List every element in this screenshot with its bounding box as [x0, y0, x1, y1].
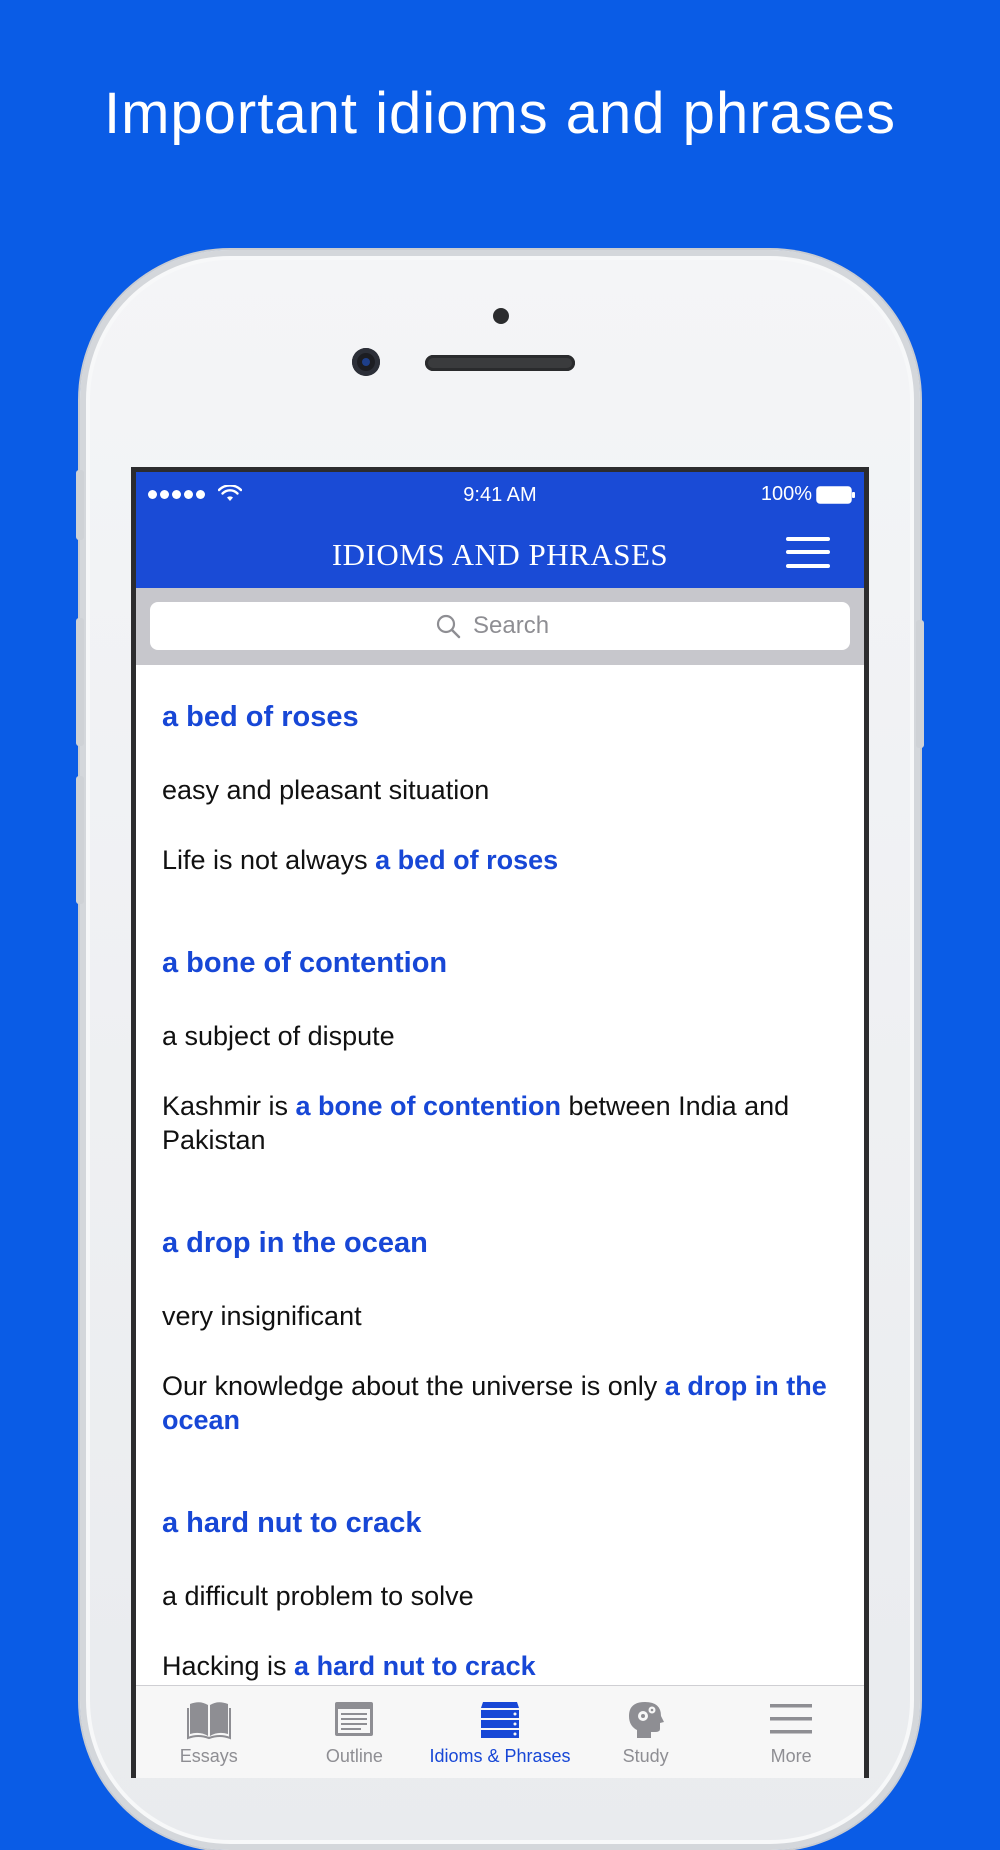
proximity-sensor [493, 308, 509, 324]
battery-icon [816, 486, 856, 504]
status-bar [136, 472, 864, 520]
volume-down-button [76, 776, 84, 904]
tab-idioms-phrases[interactable] [427, 1686, 573, 1778]
tab-label: More [770, 1746, 812, 1766]
battery-percent: 100% [760, 483, 812, 505]
idiom-phrase: a bone of contention [162, 947, 448, 979]
phone-screen [131, 467, 869, 1778]
tab-study[interactable] [573, 1686, 719, 1778]
idioms-list [136, 665, 864, 1717]
tab-outline[interactable] [282, 1686, 428, 1778]
earpiece-speaker [425, 355, 575, 371]
list-item[interactable] [162, 911, 838, 1191]
status-time: 9:41 AM [463, 484, 537, 506]
list-item[interactable] [162, 665, 838, 911]
mute-switch [76, 470, 84, 540]
search-bar [136, 588, 864, 665]
tab-label: Outline [325, 1746, 383, 1766]
idiom-meaning: a difficult problem to solve [162, 1581, 474, 1611]
idiom-phrase: a hard nut to crack [162, 1507, 422, 1539]
hamburger-menu-icon[interactable] [786, 537, 830, 569]
idiom-meaning: easy and pleasant situation [162, 775, 490, 805]
search-box[interactable] [150, 602, 850, 650]
list-item[interactable] [162, 1191, 838, 1471]
tab-more[interactable] [718, 1686, 864, 1778]
more-lines-icon [768, 1698, 814, 1740]
book-icon [186, 1698, 232, 1740]
volume-up-button [76, 618, 84, 746]
front-camera [352, 348, 380, 376]
outline-icon [331, 1698, 377, 1740]
tab-label: Study [622, 1746, 669, 1766]
search-icon [435, 613, 461, 639]
stack-icon [477, 1698, 523, 1740]
idiom-meaning: very insignificant [162, 1301, 362, 1331]
tab-bar [136, 1685, 864, 1778]
tab-essays[interactable] [136, 1686, 282, 1778]
list-item[interactable] [162, 1471, 838, 1717]
search-input[interactable] [471, 611, 565, 641]
idiom-meaning: a subject of dispute [162, 1021, 395, 1051]
brain-gear-icon [623, 1698, 669, 1740]
power-button [916, 620, 924, 748]
idiom-example: Hacking is a hard nut to crack [162, 1651, 536, 1681]
status-right [761, 483, 856, 506]
idiom-example: Life is not always a bed of roses [162, 845, 559, 875]
nav-title: IDIOMS AND PHRASES [331, 537, 669, 572]
idiom-example: Our knowledge about the universe is only a drop in the ocean [162, 1371, 827, 1435]
idiom-example: Kashmir is a bone of contention between India and Pakistan [162, 1091, 790, 1155]
idiom-phrase: a drop in the ocean [162, 1227, 428, 1259]
idiom-phrase: a bed of roses [162, 701, 359, 733]
nav-bar [136, 520, 864, 588]
tab-label: Essays [179, 1746, 238, 1766]
promo-title: Important idioms and phrases [103, 81, 897, 146]
tab-label: Idioms & Phrases [429, 1746, 571, 1766]
